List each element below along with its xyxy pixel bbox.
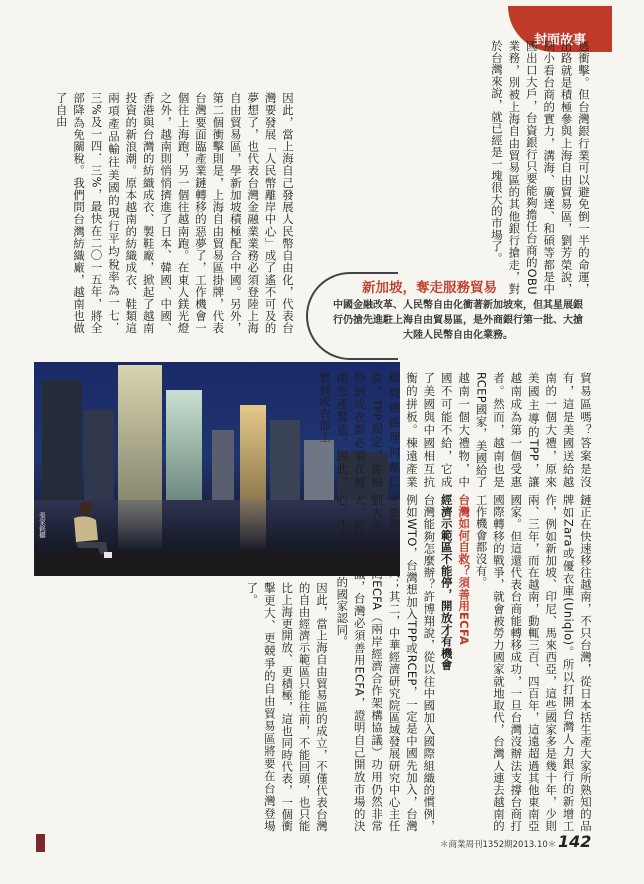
text-column-2 [34, 92, 296, 334]
end-mark [36, 834, 45, 852]
seated-person [60, 496, 114, 566]
light-reflection [240, 500, 266, 552]
callout-subtitle: 中國金融改革、人民幣自由化衝著新加坡來，但其星展銀行仍搶先進駐上海自由貿易區，是外商銀行第一批、大搶大陸人民幣自由化業務。 [333, 300, 583, 341]
section-tag: 封面故事 [508, 6, 612, 52]
paragraph: 因此，當上海自由貿易區的成立，不僅代表台灣的自由經濟示範區只能往前，不能回頭，也只能比上海更開放、更積極，這也同時代表，一個衝擊更大、更競爭的自由貿易區將要在台灣登場了。 [245, 582, 329, 832]
text-column-5 [34, 582, 330, 832]
paragraph: 鏈正在快速移往越南，不只台灣，從日本括生產大家所熟知的品牌如Zara或優衣庫(Uniqlo)。所以打開台灣人力銀行的新增工作，例如新加坡、印尼、馬來西亞，這些國家多是幾十年，少則兩、三年，而在越南，動輒三百、四百年，這遠超過其他東南亞國家。但這還代表台商能轉移成功，一旦台灣沒辦法支撐台商打國際轉移的戰爭，就會被勞力國家就地取代，台灣人連去越南的工作機會都沒有。 [474, 494, 593, 832]
section-heading: 台灣如何自救？須善用ECFA [457, 494, 472, 646]
paragraph: 逃衝擊。但台灣銀行業可以避免倒一半的命運，出路就是積極參與上海自由貿易區，劉芳榮說，別小看台商的實力，溝海、廣達、和碩等都是中國出口大戶，台資銀行只要能夠擔任台商的OBU業務，別被上海自由貿易區的其他銀行搶走，對於台灣來說，就已經是一塊很大的市場了。 [489, 40, 591, 295]
footer-text: ＊商業周刊1352期2013.10＊ [440, 840, 557, 850]
pull-quote [300, 268, 590, 360]
building [212, 430, 234, 500]
text-column-4 [330, 494, 594, 832]
paragraph: 貿易區嗎？答案是沒有，這是美國送給越南的一個大禮，原來美國主導的TPP，讓越南成為第一個受惠者。然而，越南也是RCEP國家，美國給了越南一個大禮物，中國不可能不給，它成了美國與中國相互抗衡的拼板。棟遠產業顧問總經理何離仁說，TPP規定，從棉紗到成衣都必須在越南生產製造，因此，整個成衣加工 [317, 372, 593, 488]
text-column-1 [302, 40, 592, 295]
building [118, 365, 162, 500]
callout-title: 新加坡，奪走服務貿易 [362, 280, 497, 296]
paragraph: 因此，當上海自己發展人民幣自由化，代表台灣要發展「人民幣離岸中心」成了遙不可及的夢想了，也代表台灣金融業業務必須登陸上海自由貿易區，學新加坡積極配合中國。另外，第二個衝擊則是，上海自由貿易區掛牌，代表台灣要面臨產業鏈轉移的惡夢了，工作機會一個往上海跑，另一個往越南跑。在東人鎂光燈之外，越南則悄悄擠進了日本、韓國、中國、香港與台灣的紡織成衣、製鞋廠，掀起了越南投資的新浪潮。原本越南的紡織成衣、鞋類這兩項產品輸往美國的現行平均稅率為一七．三%及一四．三%，最快在二〇一五年，將全部降為免關稅。我們問台灣紡織廠，越南也做了自由 [54, 92, 295, 334]
photo-credit: 張家銘攝 [38, 512, 46, 538]
text-column-3 [317, 372, 594, 488]
building [240, 405, 266, 500]
section-subheading: 經濟示範區不能停，開放才有機會 [439, 494, 454, 671]
building [166, 390, 202, 500]
page-number: 142 [558, 832, 592, 851]
paragraph: 台灣能夠怎麼辦？許博翔說，從以往中國加入國際組織的慣例，例如WTO，台灣想加入TPP或RCEP，一定是中國先加入，台灣才能夠跟著加入；其二，中華經濟研究院區域發展研究中心主任劉大年說，台灣ECFA（兩岸經濟合作架構協議）功用仍然非常大，許博翔建議，台灣必須善用ECFA，證明自己開放市場的決心，才能取得別的國家認同。 [335, 494, 437, 832]
light-reflection [118, 500, 162, 552]
building [42, 380, 82, 500]
building [84, 410, 114, 500]
building [270, 420, 300, 500]
